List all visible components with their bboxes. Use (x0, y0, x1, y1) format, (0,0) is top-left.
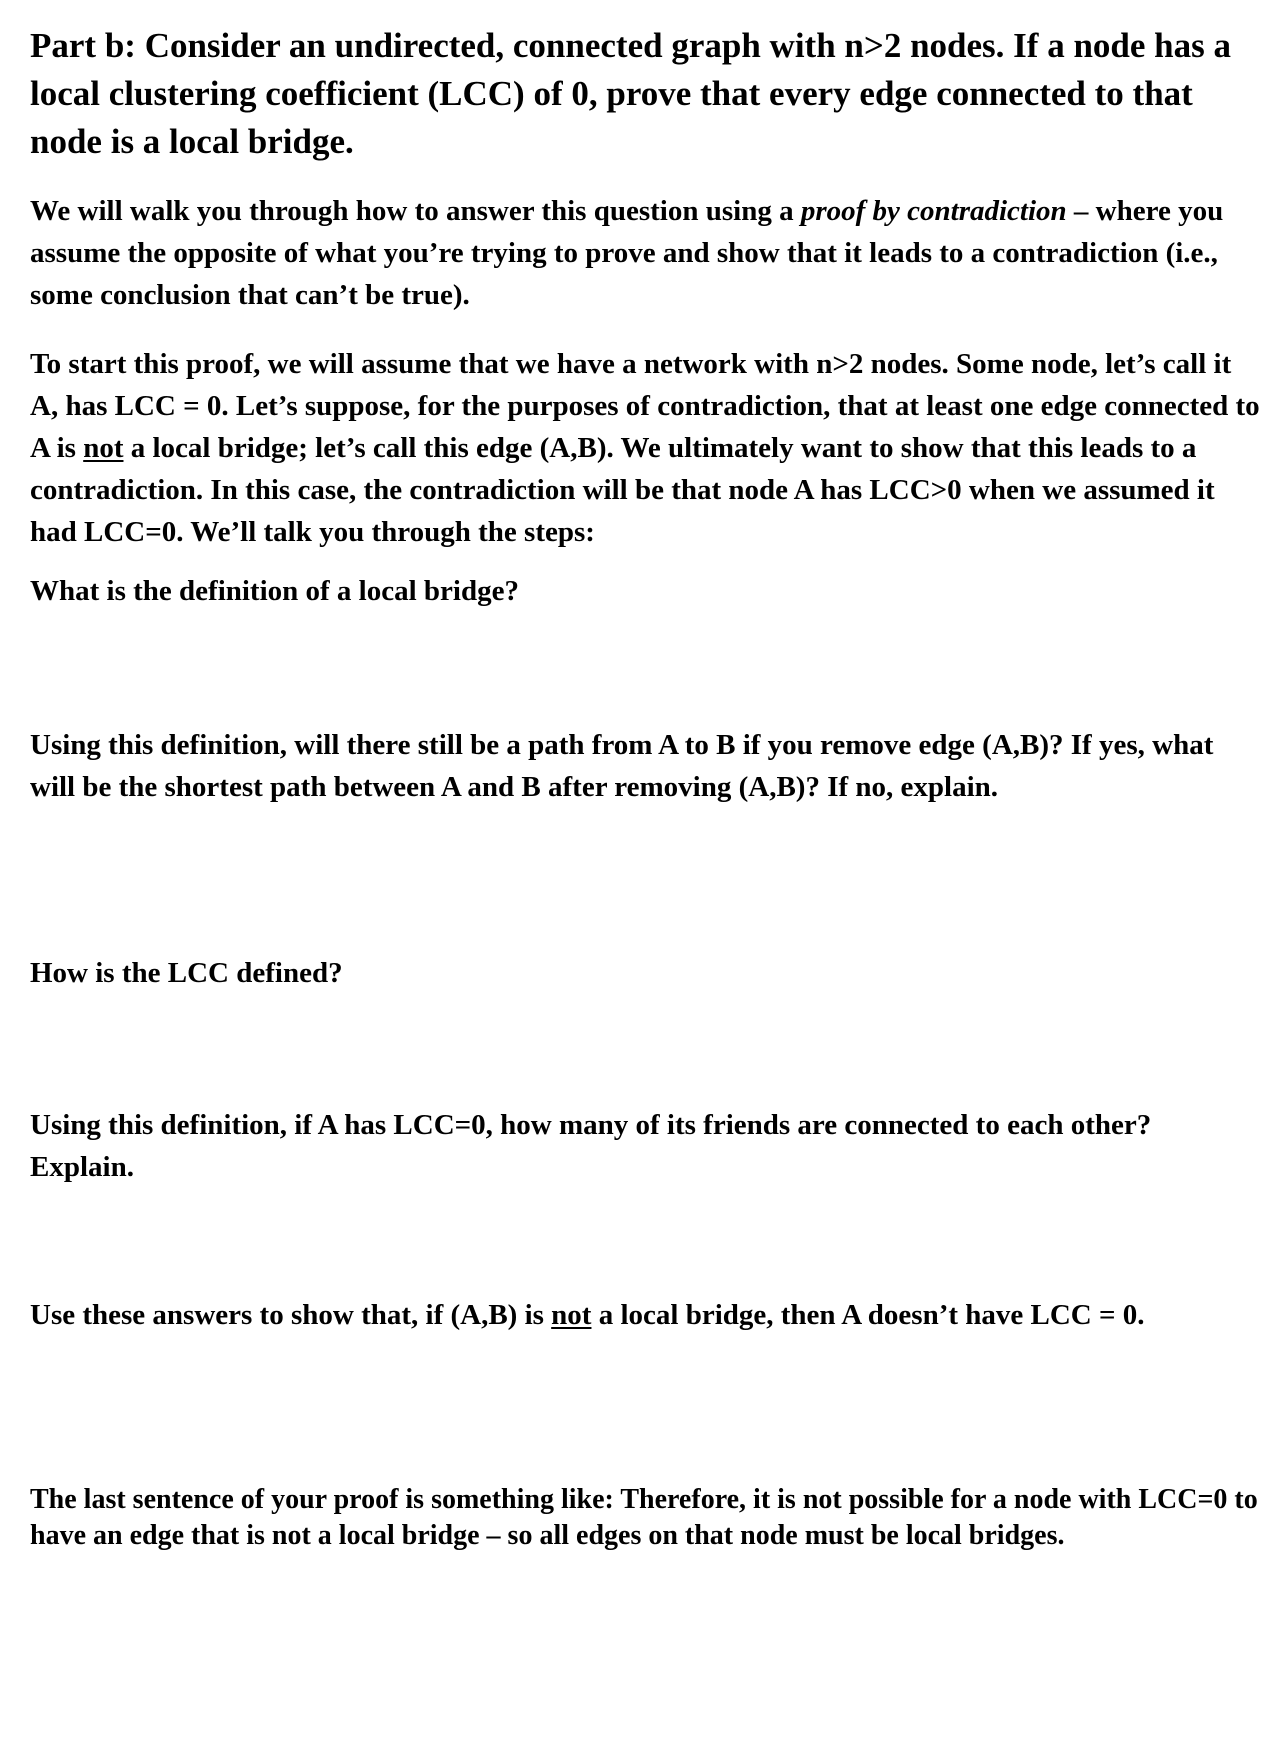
q5-underlined-not: not (551, 1299, 592, 1331)
intro-emphasis: proof by contradiction (800, 195, 1067, 227)
setup-paragraph (30, 343, 1260, 553)
intro-text-after: – where you assume the opposite of what you’re trying to prove and show that it leads to a contradiction (i.e., some conclusion that can’t be true). (30, 195, 1224, 311)
part-b-heading: Part b: Consider an undirected, connected graph with n>2 nodes. If a node has a local clustering coefficient (LCC) of 0, prove that every edge connected to that node is a local bridge. (30, 26, 1231, 161)
question-show-contradiction (30, 1294, 1260, 1336)
question-path-after-removal: Using this definition, will there still be a path from A to B if you remove edge (A,B)? If yes, what will be the shortest path between A and B after removing (A,B)? If no, explain. (30, 729, 1214, 803)
question-lcc-definition: How is the LCC defined? (30, 957, 343, 989)
setup-underlined-not: not (83, 432, 124, 464)
setup-text-after: a local bridge; let’s call this edge (A,B). We ultimately want to show that this leads to a contradiction. In this case, the contradiction will be that node A has LCC>0 when we assumed it had LCC=0. We’ll talk you through the steps: (30, 432, 1215, 548)
closing-paragraph: The last sentence of your proof is something like: Therefore, it is not possible for a node with LCC=0 to have an edge that is not a local bridge – so all edges on that node must be local bridges. (30, 1484, 1258, 1551)
q5-text-after: a local bridge, then A doesn’t have LCC = 0. (591, 1299, 1145, 1331)
intro-text-before: We will walk you through how to answer this question using a (30, 195, 801, 227)
question-friends-connected: Using this definition, if A has LCC=0, how many of its friends are connected to each other? Explain. (30, 1109, 1152, 1183)
question-local-bridge-definition: What is the definition of a local bridge? (30, 575, 519, 607)
intro-paragraph (30, 190, 1260, 316)
q5-text-before: Use these answers to show that, if (A,B) is (30, 1299, 552, 1331)
setup-text-before: To start this proof, we will assume that we have a network with n>2 nodes. Some node, let’s call it A, has LCC = 0. Let’s suppose, for the purposes of contradiction, that at least one edge connected to A is (30, 348, 1260, 464)
